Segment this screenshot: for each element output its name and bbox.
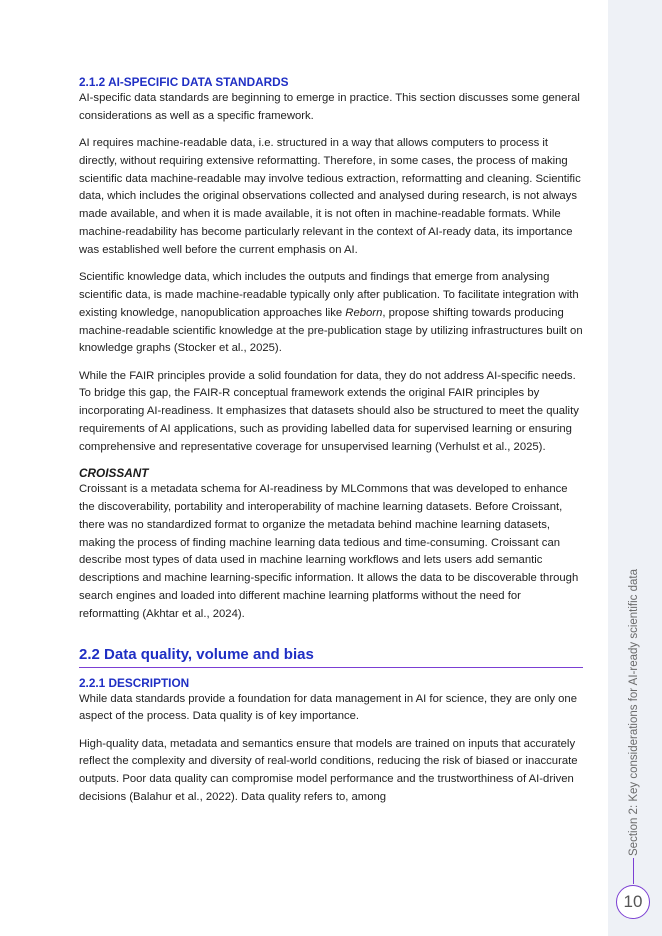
paragraph-machine-readable: AI requires machine-readable data, i.e. structured in a way that allows computers to process it directly, without requiring extensive reformatting. Therefore, in some cases, the process of making scientific data machine-readable may involve tedious extraction, reformatting and cleaning. Scientific data, which includes the original observations collected and analysed during research, is not always made available, and when it is made available, it is not often in machine-readable formats. While machine-readability has become particularly relevant in the context of AI-ready data, its importance was established well before the current emphasis on AI. (79, 137, 581, 256)
page-number: 10 (616, 885, 650, 919)
section-heading-data-quality: 2.2 Data quality, volume and bias (79, 645, 583, 668)
document-body (79, 75, 583, 816)
heading-croissant: CROISSANT (79, 466, 149, 481)
paragraph-knowledge-data (79, 269, 583, 358)
paragraph-knowledge-data-part1: Scientific knowledge data, which includes the outputs and findings that emerge from analysing scientific data, is made machine-readable typically only after publication. To facilitate integration with existing knowledge, nanopublication approaches like (79, 271, 579, 319)
section-label: Section 2: Key considerations for AI-ready scientific data (628, 568, 640, 856)
paragraph-fair-r: While the FAIR principles provide a solid foundation for data, they do not address AI-specific needs. To bridge this gap, the FAIR-R conceptual framework extends the original FAIR principles by incorporating AI-readiness. It emphasizes that datasets should also be structured to meet the quality requirements of AI applications, such as providing labelled data for supervised learning or ensuring comprehensive and representative coverage for unsupervised learning (Verhulst et al., 2025). (79, 369, 579, 453)
heading-ai-specific-data-standards: 2.1.2 AI-SPECIFIC DATA STANDARDS (79, 75, 289, 89)
heading-description: 2.2.1 DESCRIPTION (79, 675, 190, 690)
sidebar-divider (633, 858, 634, 884)
paragraph-croissant: Croissant is a metadata schema for AI-readiness by MLCommons that was developed to enhance the discoverability, portability and interoperability of machine learning datasets. Before Croissant, there was no standardized format to organize the metadata behind machine learning datasets, making the process of finding machine learning data tedious and time-consuming. Croissant can describe most types of data used in machine learning workflows and lets users add semantic descriptions and machine learning-specific information. It allows the data to be discoverable through search engines and loaded into different machine learning platforms without the need for reformatting (Akhtar et al., 2024). (79, 483, 579, 620)
paragraph-knowledge-data-part2: , propose shifting towards producing machine-readable scientific knowledge at the pre-publication stage by utilizing infrastructures built on knowledge graphs (Stocker et al., 2025). (79, 306, 583, 355)
reborn-emphasis: Reborn (345, 306, 383, 319)
paragraph-data-standards-foundation: While data standards provide a foundation for data management in AI for science, they are only one aspect of the process. Data quality is of key importance. (79, 692, 577, 723)
paragraph-intro: AI-specific data standards are beginning to emerge in practice. This section discusses some general considerations as well as a specific framework. (79, 92, 580, 122)
paragraph-high-quality-data: High-quality data, metadata and semantics ensure that models are trained on inputs that accurately reflect the complexity and diversity of real-world conditions, reducing the risk of biased or inaccurate outputs. Poor data quality can compromise model performance and the trustworthiness of AI-driven decisions (Balahur et al., 2022). Data quality refers to, among (79, 737, 578, 803)
